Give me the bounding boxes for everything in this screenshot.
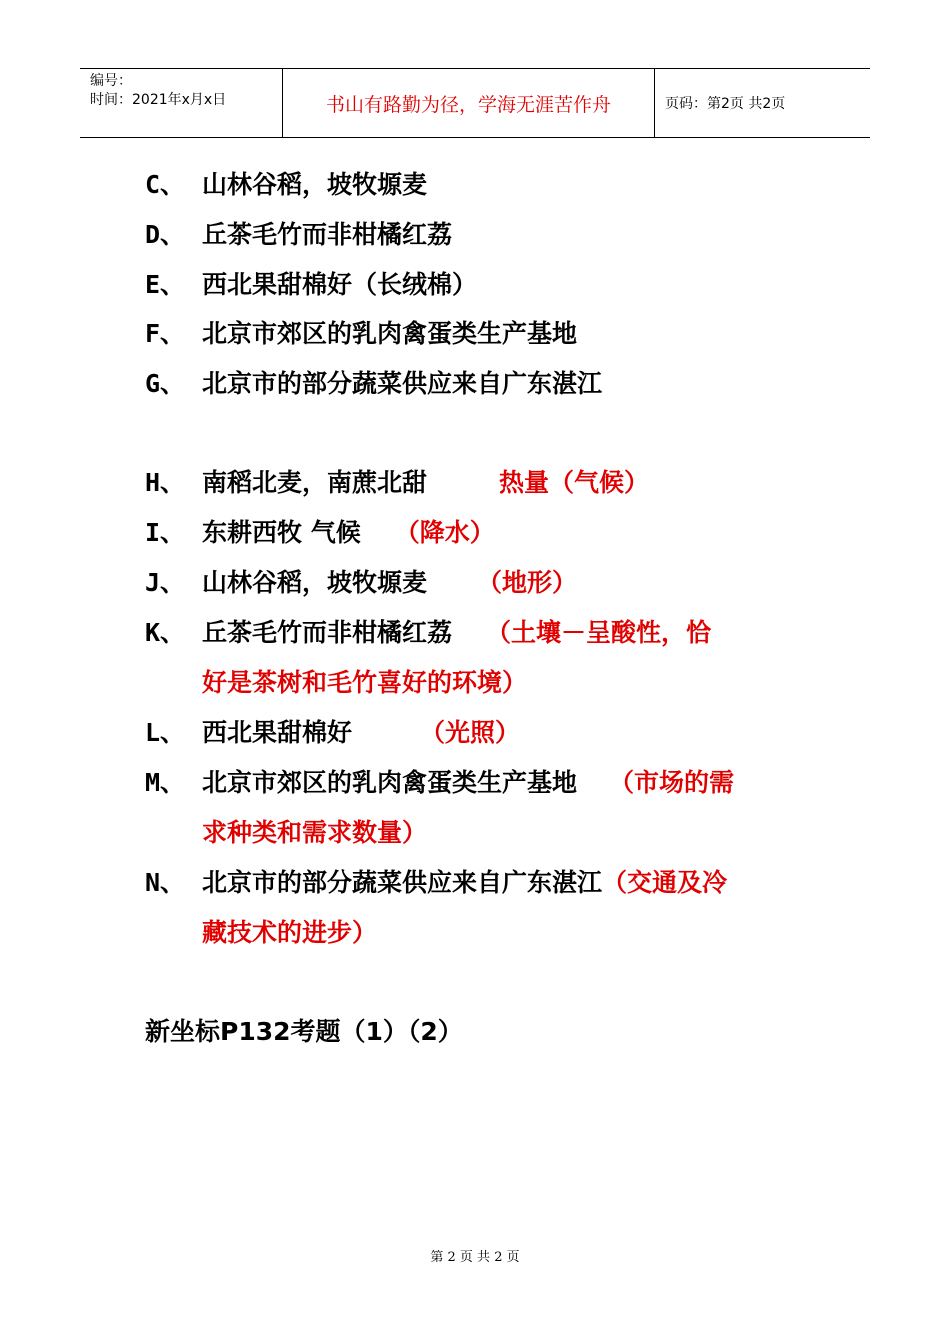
list-item-h [145,467,649,499]
item-label: M、 [145,768,186,797]
item-label: K、 [145,618,186,647]
closing-line: 新坐标P132考题（1）（2） [145,1017,463,1046]
item-note: （光照） [420,718,521,747]
item-label: I、 [145,518,186,547]
list-item-k [145,617,711,649]
list-item-i [145,517,495,549]
item-label: H、 [145,468,186,497]
page-footer: 第 2 页 共 2 页 [430,1250,520,1265]
list-item-c [145,169,427,201]
header-motto: 书山有路勤为径，学海无涯苦作舟 [282,69,655,137]
item-label: F、 [145,319,186,348]
list-item-f [145,318,577,350]
list-item-m [145,767,734,799]
item-note: （土壤－呈酸性，恰 [486,618,712,647]
item-note: （降水） [394,518,495,547]
item-text: 西北果甜棉好（长绒棉） [202,270,478,299]
item-label: C、 [145,170,186,199]
item-label: E、 [145,270,186,299]
item-label: N、 [145,868,186,897]
item-text: 丘茶毛竹而非柑橘红荔 [202,618,453,647]
date-label: 时间：2021年x月x日 [90,92,227,108]
list-item-d [145,219,452,251]
item-text: 西北果甜棉好 [202,718,353,747]
header-page-number: 页码：第2页 共2页 [665,96,786,112]
item-text: 北京市的部分蔬菜供应来自广东湛江 [202,369,603,398]
item-text: 东耕西牧 气候 [202,518,361,547]
item-text: 北京市郊区的乳肉禽蛋类生产基地 [202,319,578,348]
item-text: 丘茶毛竹而非柑橘红荔 [202,220,453,249]
item-note-continuation: 求种类和需求数量） [202,818,428,847]
item-text: 山林谷稻，坡牧塬麦 [202,568,428,597]
item-label: G、 [145,369,186,398]
list-item-l [145,717,520,749]
item-note: （地形） [477,568,578,597]
item-label: J、 [145,568,186,597]
list-item-e [145,269,477,301]
list-item-n [145,867,727,899]
item-text: 南稻北麦，南蔗北甜 [202,468,428,497]
list-item-g [145,368,602,400]
item-note: （市场的需 [609,768,735,797]
item-note-continuation: 藏技术的进步） [202,918,378,947]
item-note: 热量（气候） [499,468,650,497]
list-item-j [145,567,577,599]
item-text: 北京市的部分蔬菜供应来自广东湛江 [202,868,603,897]
item-note-continuation: 好是茶树和毛竹喜好的环境） [202,668,528,697]
number-label: 编号： [90,73,132,89]
item-label: L、 [145,718,186,747]
item-note: （交通及冷 [602,868,728,897]
item-label: D、 [145,220,186,249]
item-text: 北京市郊区的乳肉禽蛋类生产基地 [202,768,578,797]
item-text: 山林谷稻，坡牧塬麦 [202,170,428,199]
